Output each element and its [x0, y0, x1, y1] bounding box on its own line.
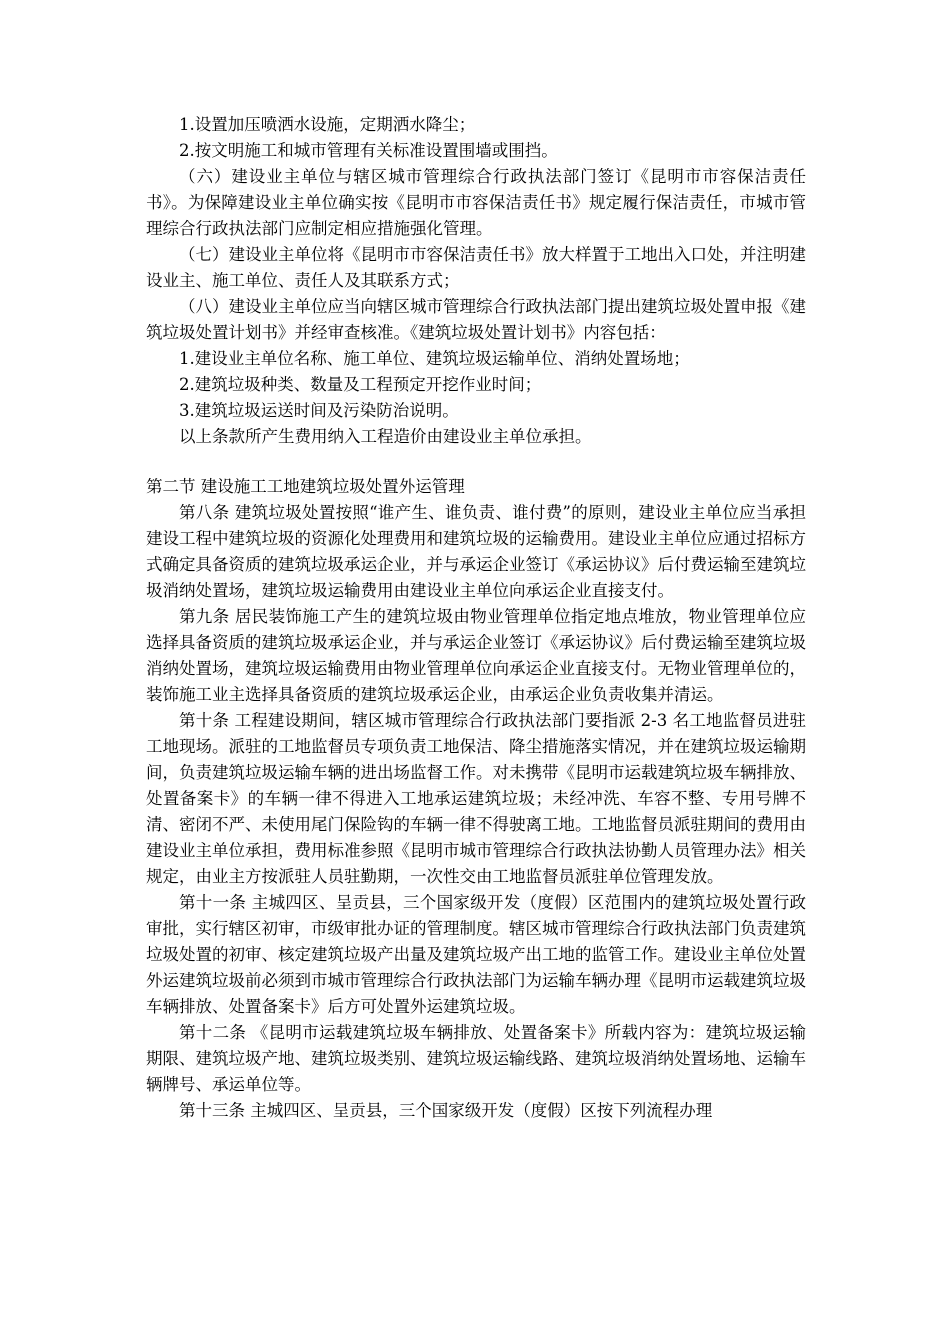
section-heading: 第二节 建设施工工地建筑垃圾处置外运管理	[146, 477, 465, 496]
paragraph-plan-item-3: 3.建筑垃圾运送时间及污染防治说明。	[179, 401, 459, 420]
article-9: 第九条 居民装饰施工产生的建筑垃圾由物业管理单位指定地点堆放，物业管理单位应选择具备资质的建筑垃圾承运企业，并与承运企业签订《承运协议》后付费运输至建筑垃圾消纳处置场，建筑垃圾运输费用由物业管理单位向承运企业直接支付。无物业管理单位的，装饰施工业主选择具备资质的建筑垃圾承运企业，由承运企业负责收集并清运。	[146, 607, 806, 704]
article-11: 第十一条 主城四区、呈贡县，三个国家级开发（度假）区范围内的建筑垃圾处置行政审批，实行辖区初审，市级审批办证的管理制度。辖区城市管理综合行政执法部门负责建筑垃圾处置的初审、核定建筑垃圾产出量及建筑垃圾产出工地的监管工作。建设业主单位处置外运建筑垃圾前必须到市城市管理综合行政执法部门为运输车辆办理《昆明市运载建筑垃圾车辆排放、处置备案卡》后方可处置外运建筑垃圾。	[146, 893, 806, 1016]
paragraph-item-1: 1.设置加压喷洒水设施，定期洒水降尘；	[179, 115, 476, 134]
document-body	[146, 112, 806, 1124]
article-12: 第十二条 《昆明市运载建筑垃圾车辆排放、处置备案卡》所载内容为：建筑垃圾运输期限、建筑垃圾产地、建筑垃圾类别、建筑垃圾运输线路、建筑垃圾消纳处置场地、运输车辆牌号、承运单位等。	[146, 1023, 806, 1094]
paragraph-clause-7: （七）建设业主单位将《昆明市市容保洁责任书》放大样置于工地出入口处，并注明建设业主、施工单位、责任人及其联系方式；	[146, 245, 806, 290]
article-8: 第八条 建筑垃圾处置按照“谁产生、谁负责、谁付费”的原则，建设业主单位应当承担建设工程中建筑垃圾的资源化处理费用和建筑垃圾的运输费用。建设业主单位应通过招标方式确定具备资质的建筑垃圾承运企业，并与承运企业签订《承运协议》后付费运输至建筑垃圾消纳处置场，建筑垃圾运输费用由建设业主单位向承运企业直接支付。	[146, 503, 806, 600]
paragraph-plan-item-2: 2.建筑垃圾种类、数量及工程预定开挖作业时间；	[179, 375, 542, 394]
paragraph-clause-6: （六）建设业主单位与辖区城市管理综合行政执法部门签订《昆明市市容保洁责任书》。为保障建设业主单位确实按《昆明市市容保洁责任书》规定履行保洁责任，市城市管理综合行政执法部门应制定相应措施强化管理。	[146, 167, 806, 238]
paragraph-item-2: 2.按文明施工和城市管理有关标准设置围墙或围挡。	[179, 141, 558, 160]
article-10: 第十条 工程建设期间，辖区城市管理综合行政执法部门要指派 2-3 名工地监督员进驻工地现场。派驻的工地监督员专项负责工地保洁、降尘措施落实情况，并在建筑垃圾运输期间，负责建筑垃圾运输车辆的进出场监督工作。对未携带《昆明市运载建筑垃圾车辆排放、处置备案卡》的车辆一律不得进入工地承运建筑垃圾；未经冲洗、车容不整、专用号牌不清、密闭不严、未使用尾门保险钩的车辆一律不得驶离工地。工地监督员派驻期间的费用由建设业主单位承担，费用标准参照《昆明市城市管理综合行政执法协勤人员管理办法》相关规定，由业主方按派驻人员驻勤期，一次性交由工地监督员派驻单位管理发放。	[146, 711, 806, 886]
paragraph-cost-note: 以上条款所产生费用纳入工程造价由建设业主单位承担。	[179, 427, 592, 446]
article-13: 第十三条 主城四区、呈贡县，三个国家级开发（度假）区按下列流程办理	[179, 1101, 713, 1120]
paragraph-clause-8: （八）建设业主单位应当向辖区城市管理综合行政执法部门提出建筑垃圾处置申报《建筑垃圾处置计划书》并经审查核准。《建筑垃圾处置计划书》内容包括：	[146, 297, 806, 342]
paragraph-plan-item-1: 1.建设业主单位名称、施工单位、建筑垃圾运输单位、消纳处置场地；	[179, 349, 690, 368]
